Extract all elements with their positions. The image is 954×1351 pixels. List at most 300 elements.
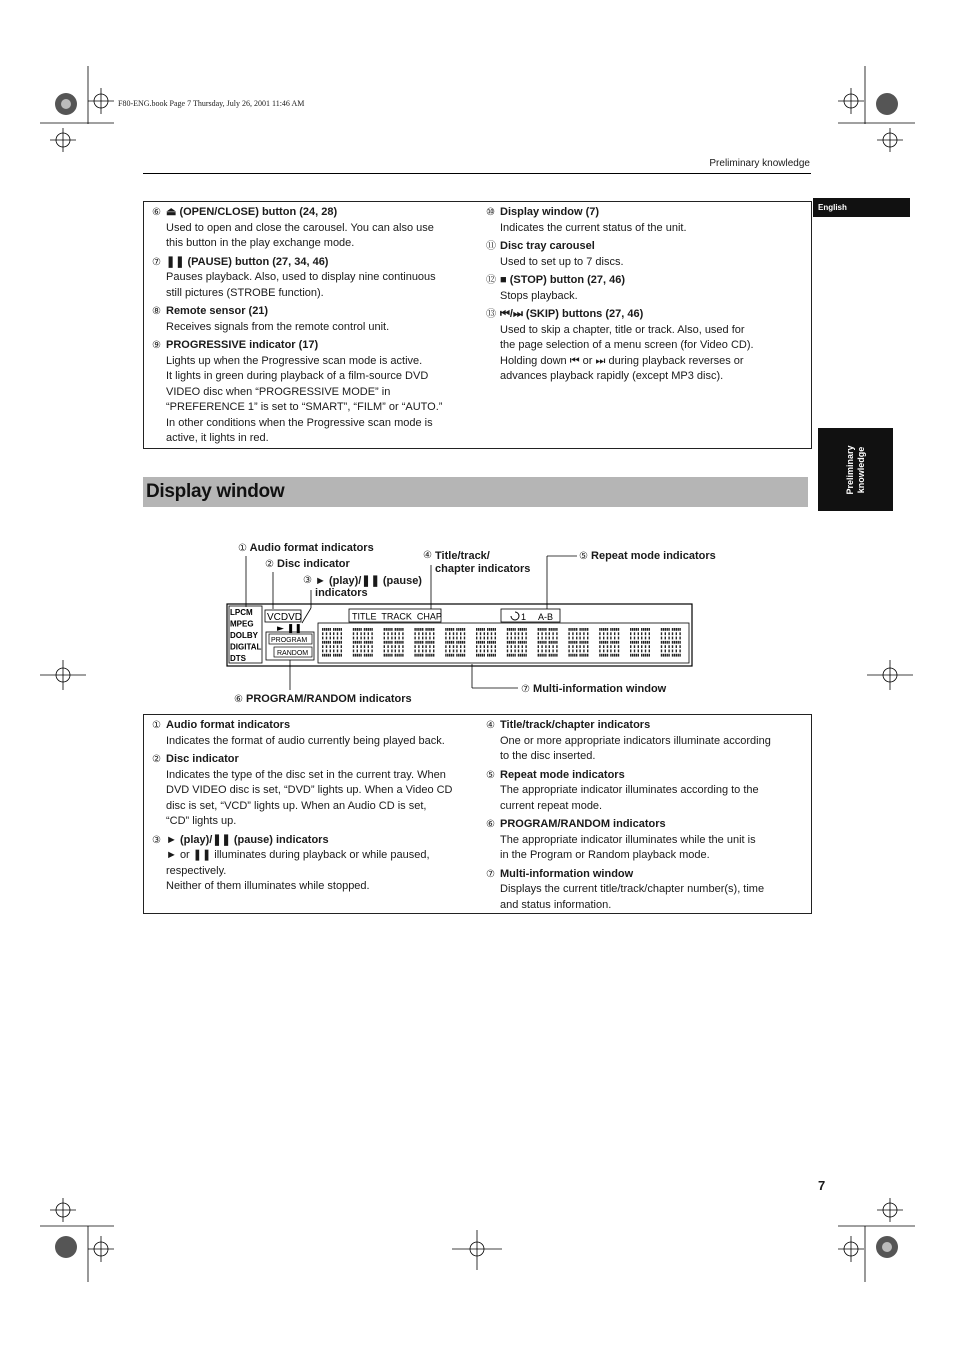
digit-segment <box>676 641 677 644</box>
digit-segment <box>649 650 650 653</box>
digit-segment <box>679 645 680 648</box>
digit-segment <box>495 650 496 653</box>
digit-segment <box>607 654 608 657</box>
digit-segment <box>610 637 611 640</box>
digit-segment <box>333 650 334 653</box>
digit-segment <box>570 654 571 657</box>
digit-segment <box>587 645 588 648</box>
item-title: PROGRAM/RANDOM indicators <box>500 818 666 830</box>
digit-segment <box>402 641 403 644</box>
digit-segment <box>585 628 586 631</box>
digit-segment <box>489 641 490 644</box>
digit-segment <box>495 645 496 648</box>
digit-segment <box>476 632 477 635</box>
digit-segment <box>665 637 666 640</box>
digit-segment <box>576 628 577 631</box>
digit-segment <box>460 632 461 635</box>
digit-segment <box>425 645 426 648</box>
item-title: PROGRESSIVE indicator (17) <box>166 339 319 351</box>
digit-segment <box>355 641 356 644</box>
digit-segment <box>667 654 668 657</box>
digit-segment <box>630 650 631 653</box>
digit-segment <box>570 641 571 644</box>
digit-segment <box>610 654 611 657</box>
digit-segment <box>328 654 329 657</box>
digit-segment <box>366 628 367 631</box>
digit-segment <box>389 654 390 657</box>
digit-segment <box>514 641 515 644</box>
digit-segment <box>478 628 479 631</box>
audio-format-label: DTS <box>230 654 246 663</box>
digit-segment <box>337 637 338 640</box>
item-heading <box>152 833 474 849</box>
digit-segment <box>514 637 515 640</box>
digit-segment <box>607 632 608 635</box>
digit-segment <box>581 641 582 644</box>
digit-segment <box>668 628 669 631</box>
digit-segment <box>398 650 399 653</box>
digit-block <box>568 628 588 657</box>
multi-info-digits <box>322 628 681 657</box>
item-title: ⏏ (OPEN/CLOSE) button (24, 28) <box>166 206 338 218</box>
digit-segment <box>360 645 361 648</box>
digit-segment <box>387 632 388 635</box>
digit-segment <box>607 645 608 648</box>
digit-segment <box>333 637 334 640</box>
digit-segment <box>431 628 432 631</box>
digit-segment <box>416 628 417 631</box>
description-line: active, it lights in red. <box>166 432 269 444</box>
digit-segment <box>607 650 608 653</box>
digit-segment <box>384 628 385 631</box>
digit-segment <box>663 628 664 631</box>
digit-segment <box>616 654 617 657</box>
item-number: ⑧ <box>152 306 161 317</box>
multi-info-frame <box>318 623 689 663</box>
digit-segment <box>476 628 477 631</box>
digit-segment <box>672 645 673 648</box>
digit-segment <box>333 641 334 644</box>
digit-segment <box>568 654 569 657</box>
digit-segment <box>618 645 619 648</box>
digit-segment <box>360 628 361 631</box>
digit-segment <box>556 628 557 631</box>
digit-segment <box>576 637 577 640</box>
digit-segment <box>645 650 646 653</box>
digit-segment <box>456 628 457 631</box>
digit-segment <box>464 645 465 648</box>
digit-segment <box>511 628 512 631</box>
digit-block <box>661 628 681 657</box>
digit-segment <box>661 645 662 648</box>
digit-segment <box>384 641 385 644</box>
digit-segment <box>447 654 448 657</box>
digit-segment <box>570 628 571 631</box>
digit-segment <box>511 632 512 635</box>
digit-segment <box>513 654 514 657</box>
digit-segment <box>429 637 430 640</box>
digit-segment <box>554 654 555 657</box>
digit-segment <box>522 645 523 648</box>
digit-segment <box>581 628 582 631</box>
digit-segment <box>522 628 523 631</box>
digit-segment <box>371 628 372 631</box>
digit-segment <box>599 632 600 635</box>
digit-segment <box>665 654 666 657</box>
digit-segment <box>636 628 637 631</box>
digit-segment <box>330 637 331 640</box>
digit-segment <box>556 641 557 644</box>
digit-segment <box>618 637 619 640</box>
digit-segment <box>583 637 584 640</box>
digit-segment <box>552 632 553 635</box>
digit-segment <box>402 637 403 640</box>
item-description <box>486 783 806 814</box>
digit-segment <box>649 641 650 644</box>
digit-segment <box>665 650 666 653</box>
digit-segment <box>583 641 584 644</box>
digit-segment <box>525 628 526 631</box>
digit-segment <box>491 641 492 644</box>
description-line: “PREFERENCE 1” is set to “SMART”, “FILM” or “AUTO.” <box>166 401 443 413</box>
digit-segment <box>545 641 546 644</box>
digit-segment <box>554 628 555 631</box>
digit-segment <box>507 650 508 653</box>
digit-segment <box>464 628 465 631</box>
digit-segment <box>661 628 662 631</box>
digit-segment <box>603 654 604 657</box>
digit-segment <box>643 654 644 657</box>
digit-segment <box>484 637 485 640</box>
digit-segment <box>549 654 550 657</box>
digit-segment <box>326 628 327 631</box>
description-line: DVD VIDEO disc is set, “DVD” lights up. When a Video CD <box>166 784 453 796</box>
digit-segment <box>339 641 340 644</box>
digit-segment <box>414 654 415 657</box>
digit-segment <box>402 645 403 648</box>
digit-segment <box>568 650 569 653</box>
digit-segment <box>371 637 372 640</box>
digit-segment <box>638 637 639 640</box>
digit-segment <box>495 637 496 640</box>
digit-segment <box>674 654 675 657</box>
digit-segment <box>431 641 432 644</box>
digit-segment <box>458 628 459 631</box>
digit-segment <box>518 632 519 635</box>
digit-segment <box>603 650 604 653</box>
digit-segment <box>400 641 401 644</box>
description-line: Holding down ⏮ or ⏭ during playback reverses or <box>500 354 744 367</box>
digit-segment <box>572 637 573 640</box>
digit-segment <box>464 632 465 635</box>
description-line: The appropriate indicator illuminates while the unit is <box>500 833 756 846</box>
digit-segment <box>433 645 434 648</box>
digit-segment <box>487 628 488 631</box>
digit-segment <box>665 632 666 635</box>
digit-segment <box>663 641 664 644</box>
digit-segment <box>520 654 521 657</box>
digit-segment <box>522 632 523 635</box>
digit-segment <box>649 632 650 635</box>
callout-label: ► (play)/❚❚ (pause) indicators <box>315 575 422 599</box>
digit-segment <box>341 637 342 640</box>
digit-segment <box>433 632 434 635</box>
digit-segment <box>551 641 552 644</box>
digit-segment <box>585 641 586 644</box>
callout-label: Multi-information window <box>533 683 667 695</box>
callout-number: ③ <box>303 575 312 586</box>
digit-segment <box>665 645 666 648</box>
digit-segment <box>489 654 490 657</box>
digit-segment <box>387 637 388 640</box>
digit-segment <box>330 654 331 657</box>
digit-segment <box>387 628 388 631</box>
digit-segment <box>451 628 452 631</box>
digit-segment <box>341 654 342 657</box>
digit-segment <box>387 641 388 644</box>
digit-segment <box>668 637 669 640</box>
description-item <box>486 867 806 914</box>
digit-segment <box>603 645 604 648</box>
digit-segment <box>674 641 675 644</box>
digit-segment <box>491 645 492 648</box>
digit-segment <box>638 645 639 648</box>
digit-segment <box>610 628 611 631</box>
digit-segment <box>322 650 323 653</box>
digit-segment <box>634 641 635 644</box>
digit-segment <box>359 654 360 657</box>
description-line: Lights up when the Progressive scan mode is active. <box>166 354 423 367</box>
digit-segment <box>649 637 650 640</box>
digit-segment <box>576 645 577 648</box>
description-item <box>486 768 806 815</box>
digit-segment <box>493 628 494 631</box>
digit-segment <box>601 641 602 644</box>
digit-segment <box>341 632 342 635</box>
description-line: It lights in green during playback of a film-source DVD <box>166 370 429 382</box>
digit-segment <box>603 628 604 631</box>
digit-segment <box>445 645 446 648</box>
digit-segment <box>568 645 569 648</box>
digit-segment <box>384 650 385 653</box>
digit-segment <box>398 641 399 644</box>
digit-segment <box>605 654 606 657</box>
digit-segment <box>330 628 331 631</box>
digit-segment <box>371 650 372 653</box>
digit-segment <box>552 654 553 657</box>
digit-segment <box>587 641 588 644</box>
description-line: Used to open and close the carousel. You can also use <box>166 221 434 234</box>
digit-segment <box>460 654 461 657</box>
digit-segment <box>364 628 365 631</box>
digit-segment <box>641 650 642 653</box>
digit-segment <box>422 637 423 640</box>
digit-segment <box>422 628 423 631</box>
callout-number: ⑤ <box>579 551 588 562</box>
digit-segment <box>489 628 490 631</box>
digit-block <box>384 628 404 657</box>
item-heading <box>486 768 806 784</box>
item-number: ⑥ <box>152 207 161 218</box>
digit-segment <box>661 637 662 640</box>
digit-segment <box>616 641 617 644</box>
digit-segment <box>634 637 635 640</box>
digit-segment <box>672 641 673 644</box>
item-title: Title/track/chapter indicators <box>500 719 651 731</box>
digit-segment <box>514 650 515 653</box>
digit-segment <box>487 650 488 653</box>
digit-segment <box>630 632 631 635</box>
digit-segment <box>360 637 361 640</box>
digit-segment <box>576 641 577 644</box>
digit-segment <box>487 654 488 657</box>
digit-segment <box>493 641 494 644</box>
digit-segment <box>638 654 639 657</box>
digit-segment <box>538 650 539 653</box>
digit-segment <box>607 641 608 644</box>
digit-segment <box>543 641 544 644</box>
digit-segment <box>599 650 600 653</box>
digit-segment <box>414 637 415 640</box>
digit-segment <box>482 641 483 644</box>
digit-segment <box>456 645 457 648</box>
digit-segment <box>371 632 372 635</box>
description-line: The appropriate indicator illuminates according to the <box>500 784 759 796</box>
digit-segment <box>364 641 365 644</box>
digit-segment <box>398 628 399 631</box>
digit-segment <box>395 645 396 648</box>
digit-block <box>445 628 465 657</box>
digit-segment <box>579 628 580 631</box>
language-tab: English <box>813 198 910 217</box>
digit-segment <box>679 632 680 635</box>
digit-segment <box>549 628 550 631</box>
digit-segment <box>612 641 613 644</box>
digit-segment <box>668 645 669 648</box>
digit-segment <box>397 628 398 631</box>
digit-segment <box>353 628 354 631</box>
digit-segment <box>398 645 399 648</box>
digit-segment <box>634 645 635 648</box>
callout-label: Repeat mode indicators <box>591 550 716 562</box>
digit-segment <box>495 641 496 644</box>
description-line: Indicates the type of the disc set in the current tray. When <box>166 768 446 781</box>
digit-segment <box>322 654 323 657</box>
item-heading <box>152 718 474 734</box>
digit-segment <box>370 641 371 644</box>
description-line: and status information. <box>500 898 612 911</box>
digit-segment <box>387 650 388 653</box>
description-line: advances playback rapidly (except MP3 disc). <box>500 370 724 382</box>
digit-segment <box>324 628 325 631</box>
description-item <box>152 752 474 830</box>
digit-segment <box>507 637 508 640</box>
digit-segment <box>538 641 539 644</box>
digit-segment <box>576 654 577 657</box>
digit-segment <box>616 628 617 631</box>
item-description <box>486 833 806 864</box>
digit-segment <box>568 632 569 635</box>
digit-segment <box>541 650 542 653</box>
digit-segment <box>464 641 465 644</box>
digit-segment <box>509 628 510 631</box>
digit-segment <box>518 628 519 631</box>
digit-segment <box>603 641 604 644</box>
digit-segment <box>522 637 523 640</box>
digit-segment <box>360 632 361 635</box>
digit-segment <box>366 641 367 644</box>
digit-segment <box>453 645 454 648</box>
item-number: ⑫ <box>486 275 496 286</box>
audio-format-label: DOLBY <box>230 631 258 640</box>
digit-segment <box>568 637 569 640</box>
callout-number: ① <box>238 543 247 554</box>
item-title: ❚❚ (PAUSE) button (27, 34, 46) <box>166 255 329 268</box>
digit-segment <box>395 641 396 644</box>
digit-segment <box>353 641 354 644</box>
digit-segment <box>579 654 580 657</box>
digit-segment <box>433 654 434 657</box>
digit-segment <box>549 637 550 640</box>
digit-segment <box>476 641 477 644</box>
digit-segment <box>324 654 325 657</box>
digit-segment <box>661 654 662 657</box>
digit-segment <box>587 650 588 653</box>
digit-segment <box>634 654 635 657</box>
digit-segment <box>538 628 539 631</box>
digit-segment <box>587 628 588 631</box>
digit-segment <box>493 654 494 657</box>
descriptions-right-column <box>486 718 806 916</box>
digit-segment <box>668 641 669 644</box>
digit-segment <box>480 637 481 640</box>
digit-segment <box>538 637 539 640</box>
repeat-one-text: 1 <box>521 612 527 622</box>
digit-segment <box>630 654 631 657</box>
callout-label: Disc indicator <box>277 558 350 570</box>
digit-segment <box>353 645 354 648</box>
digit-segment <box>371 645 372 648</box>
digit-block <box>630 628 650 657</box>
callout-label: PROGRAM/RANDOM indicators <box>246 693 412 705</box>
digit-segment <box>322 645 323 648</box>
digit-segment <box>398 654 399 657</box>
digit-segment <box>364 637 365 640</box>
digit-segment <box>422 632 423 635</box>
digit-segment <box>335 628 336 631</box>
digit-segment <box>456 632 457 635</box>
digit-segment <box>451 654 452 657</box>
digit-segment <box>641 628 642 631</box>
digit-segment <box>511 654 512 657</box>
digit-segment <box>386 641 387 644</box>
digit-segment <box>458 641 459 644</box>
digit-segment <box>614 650 615 653</box>
digit-segment <box>605 628 606 631</box>
digit-segment <box>668 650 669 653</box>
item-number: ⑨ <box>152 340 161 351</box>
digit-segment <box>400 654 401 657</box>
digit-segment <box>678 628 679 631</box>
digit-segment <box>418 632 419 635</box>
digit-segment <box>333 632 334 635</box>
digit-segment <box>414 632 415 635</box>
digit-segment <box>335 641 336 644</box>
digit-segment <box>599 654 600 657</box>
title-track-chap-text: TITLE TRACK CHAP <box>352 611 442 622</box>
digit-segment <box>507 654 508 657</box>
digit-segment <box>341 650 342 653</box>
